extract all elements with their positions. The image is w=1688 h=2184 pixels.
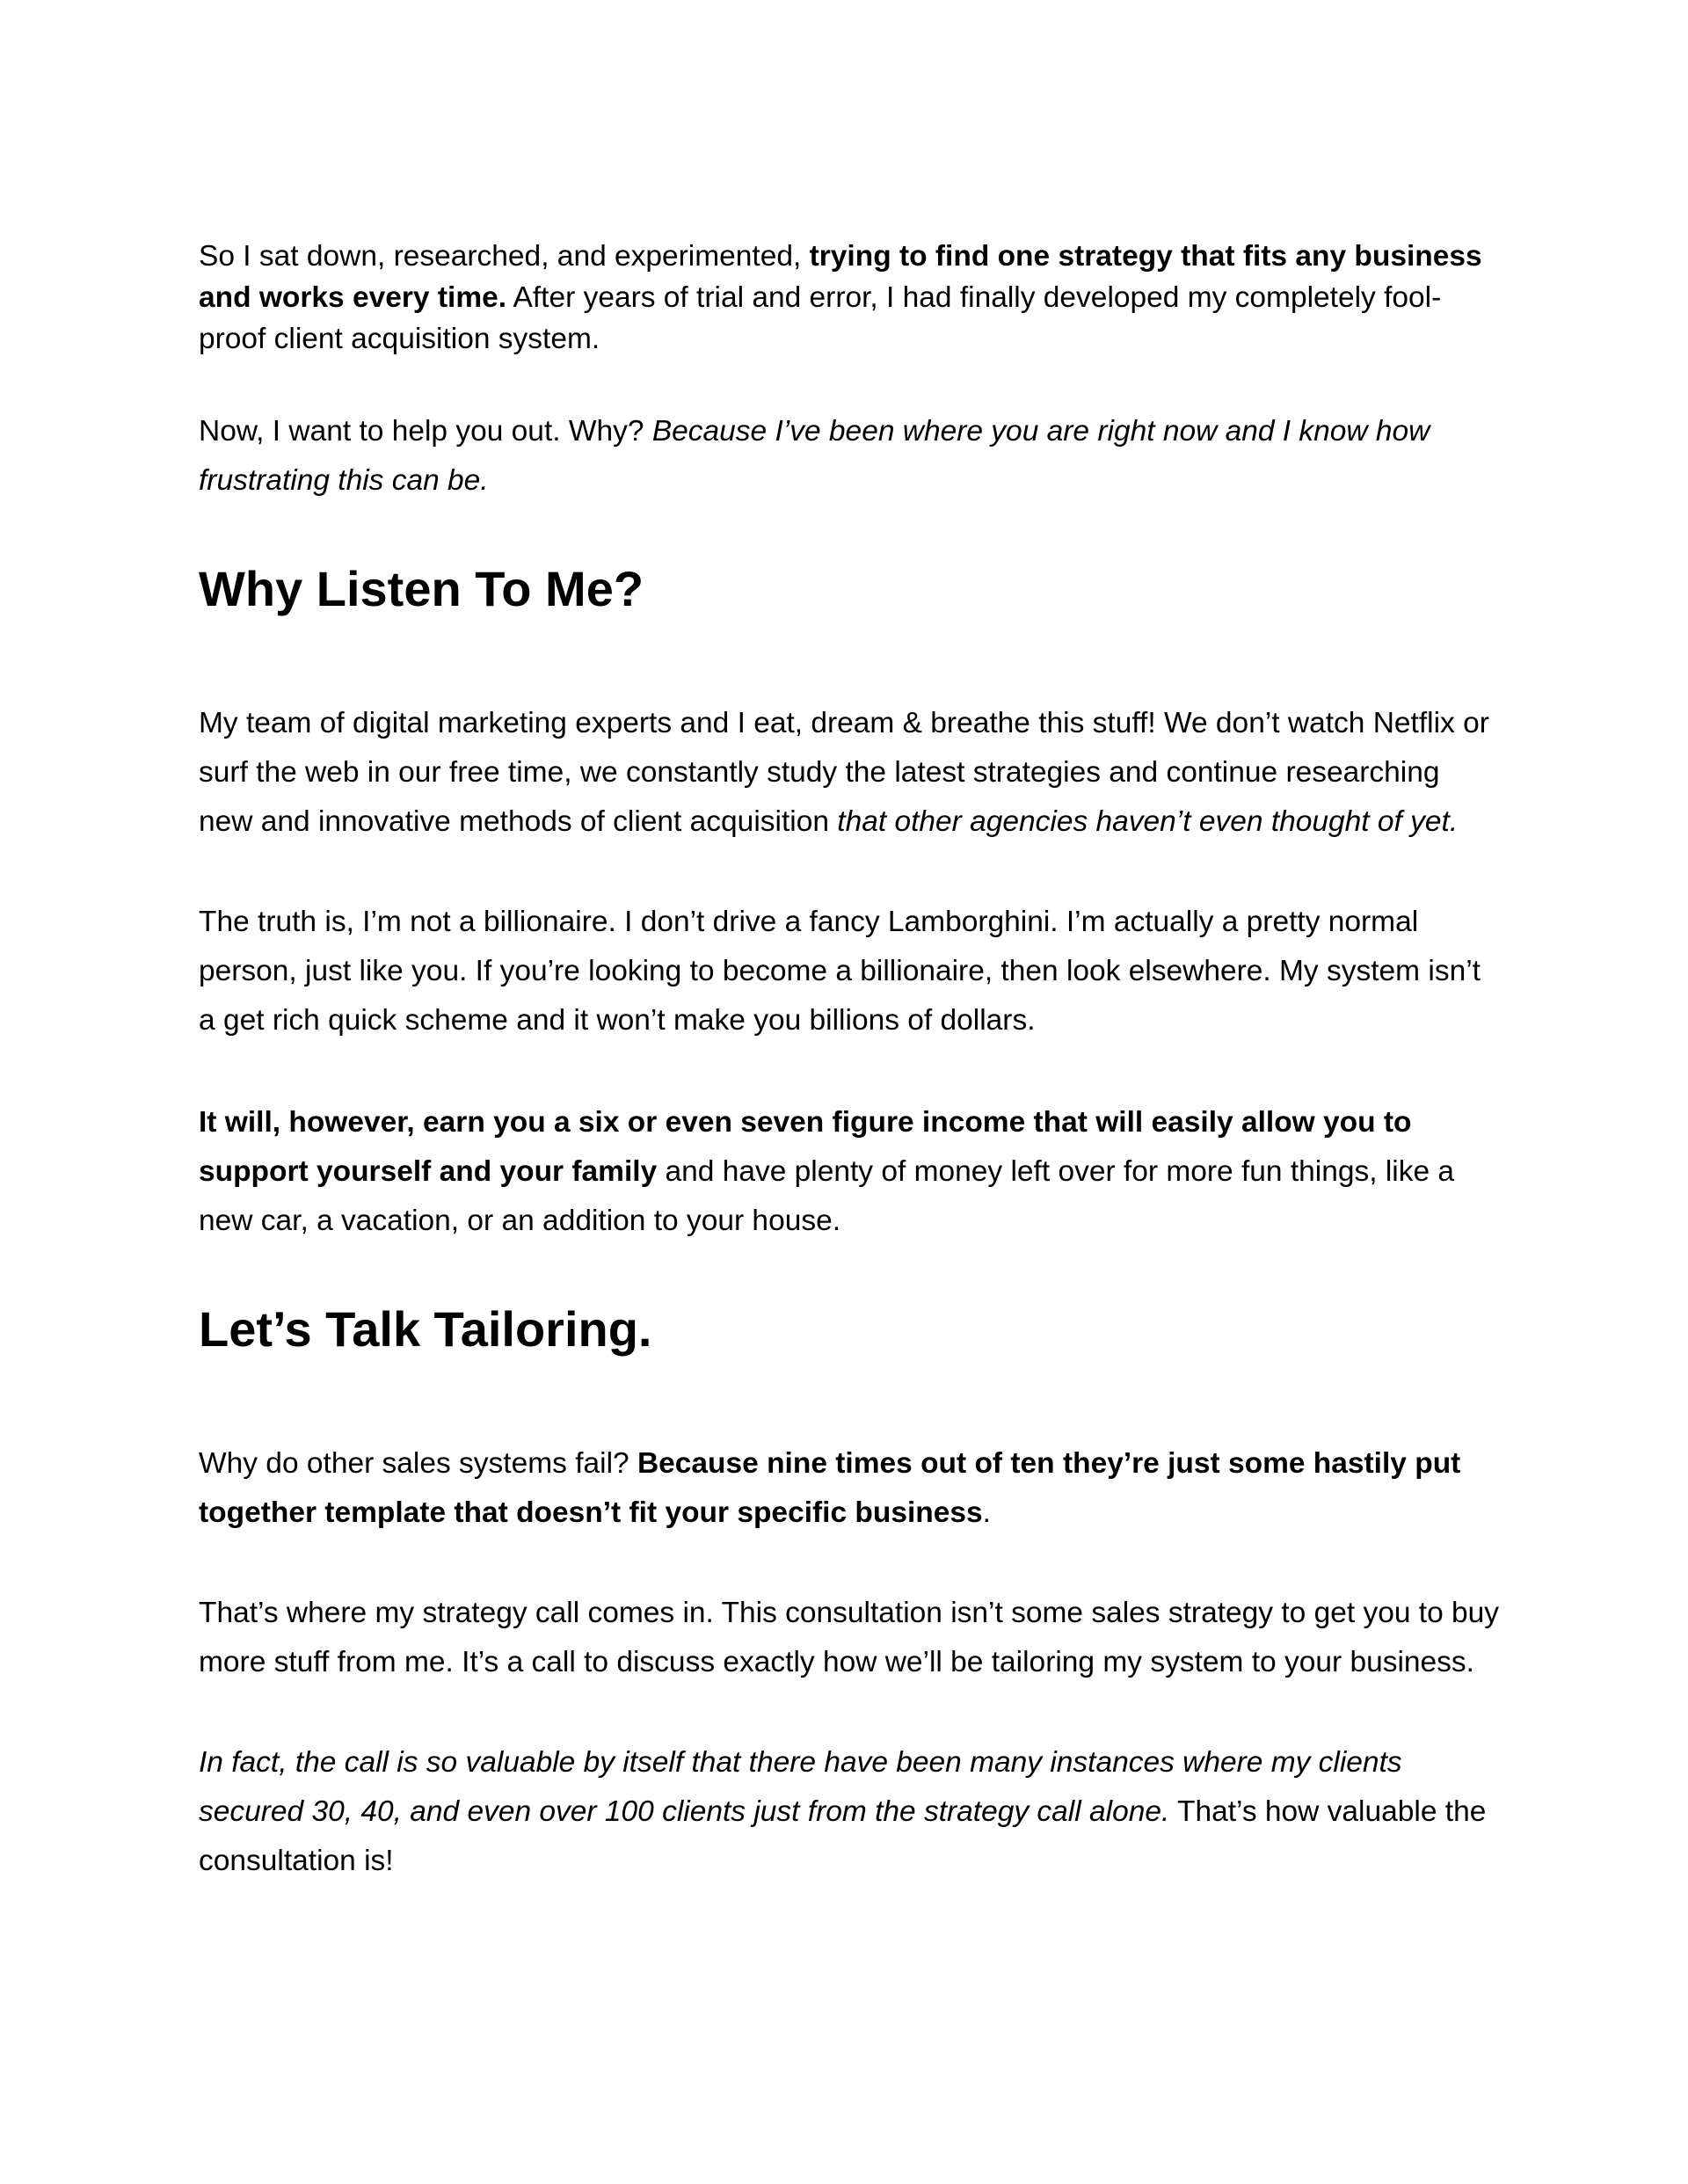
paragraph-strategy-call: That’s where my strategy call comes in. This consultation isn’t some sales strategy to get you to buy more stuff from me. It’s a call to discuss exactly how we’ll be tailoring my system to your business. [199,1597,1500,1678]
bold-text: It will, however, earn you a six or even seven figure income that will easily allow you to support yourself and your family [199,1106,1412,1188]
italic-text: In fact, the call is so valuable by itself that there have been many instances where my clients secured 30, 40, and even over 100 clients just from the strategy call alone. [199,1746,1402,1828]
bold-text: trying to find one strategy that fits any business and works every time. [199,240,1482,314]
spacer [199,360,1500,407]
paragraph-text: So I sat down, researched, and experimented, [199,240,810,273]
paragraph-text: . [982,1496,991,1529]
paragraph-text: and have plenty of money left over for more fun things, like a new car, a vacation, or an addition to your house. [199,1155,1455,1237]
paragraph-text: That’s how valuable the consultation is! [199,1795,1487,1877]
paragraph-not-billionaire: The truth is, I’m not a billionaire. I don’t drive a fancy Lamborghini. I’m actually a pretty normal person, just like you. If you’re looking to become a billionaire, then look elsewhere. My system isn’t a get rich quick scheme and it won’t make you billions of dollars. [199,906,1481,1037]
paragraph-text: Now, I want to help you out. Why? [199,415,652,448]
spacer [199,506,1500,558]
spacer [199,847,1500,898]
spacer [199,1246,1500,1299]
paragraph-income [199,1098,1500,1246]
paragraph-text: My team of digital marketing experts and I eat, dream & breathe this stuff! We don’t watch Netflix or surf the web in our free time, we constantly study the latest strategies and continue researching new and innovative methods of client acquisition [199,707,1489,838]
spacer [199,620,1500,699]
paragraph-team-experts [199,699,1500,847]
italic-text: that other agencies haven’t even thought of yet. [837,805,1459,838]
paragraph-strategy-search [199,236,1500,360]
spacer [199,1045,1500,1098]
spacer [199,1687,1500,1738]
italic-text: Because I’ve been where you are right now and I know how frustrating this can be. [199,415,1430,497]
paragraph-systems-fail [199,1439,1500,1538]
paragraph-text: Why do other sales systems fail? [199,1447,637,1480]
bold-text: Because nine times out of ten they’re just some hastily put together template that doesn’t fit your specific business [199,1447,1461,1529]
paragraph-call-value [199,1738,1500,1886]
paragraph-help-you-out [199,407,1500,506]
spacer [199,1360,1500,1439]
heading-talk-tailoring: Let’s Talk Tailoring. [199,1301,652,1357]
heading-why-listen: Why Listen To Me? [199,561,644,616]
document-body [199,236,1500,1886]
spacer [199,1538,1500,1589]
paragraph-text: After years of trial and error, I had finally developed my completely fool-proof client acquisition system. [199,281,1442,355]
